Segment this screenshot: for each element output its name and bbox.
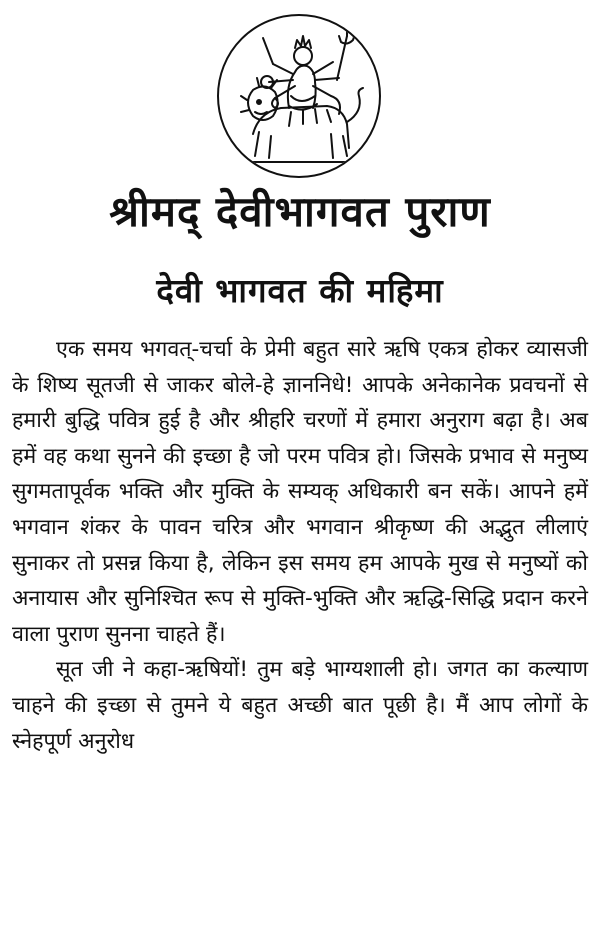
paragraph: एक समय भगवत्-चर्चा के प्रेमी बहुत सारे ऋषि एकत्र होकर व्यासजी के शिष्य सूतजी से जाकर बोले-हे ज्ञाननिधे! आपके अनेकानेक प्रवचनों से हमारी बुद्धि पवित्र हुई है और श्रीहरि चरणों में हमारा अनुराग बढ़ा है। अब हमें वह कथा सुनने की इच्छा है जो परम पवित्र हो। जिसके प्रभाव से मनुष्य सुगमतापूर्वक भक्ति और मुक्ति के सम्यक् अधिकारी बन सकें। आपने हमें भगवान शंकर के पावन चरित्र और भगवान श्रीकृष्ण की अद्भुत लीलाएं सुनाकर तो प्रसन्न किया है, लेकिन इस समय हम आपके मुख से मनुष्यों को अनायास और सुनिश्चित रूप से मुक्ति-भुक्ति और ऋद्धि-सिद्धि प्रदान करने वाला पुराण सुनना चाहते हैं। [12, 337, 588, 647]
goddess-durga-emblem [217, 14, 381, 178]
paragraph: सूत जी ने कहा-ऋषियों! तुम बड़े भाग्यशाली हो। जगत का कल्याण चाहने की इच्छा से तुमने ये बहुत अच्छी बात पूछी है। मैं आप लोगों के स्नेहपूर्ण अनुरोध [12, 657, 588, 754]
goddess-durga-on-lion-icon [219, 16, 379, 176]
page-title: श्रीमद् देवीभागवत पुराण [109, 187, 491, 236]
section-heading: देवी भागवत की महिमा [156, 271, 444, 310]
body-text [12, 332, 588, 759]
